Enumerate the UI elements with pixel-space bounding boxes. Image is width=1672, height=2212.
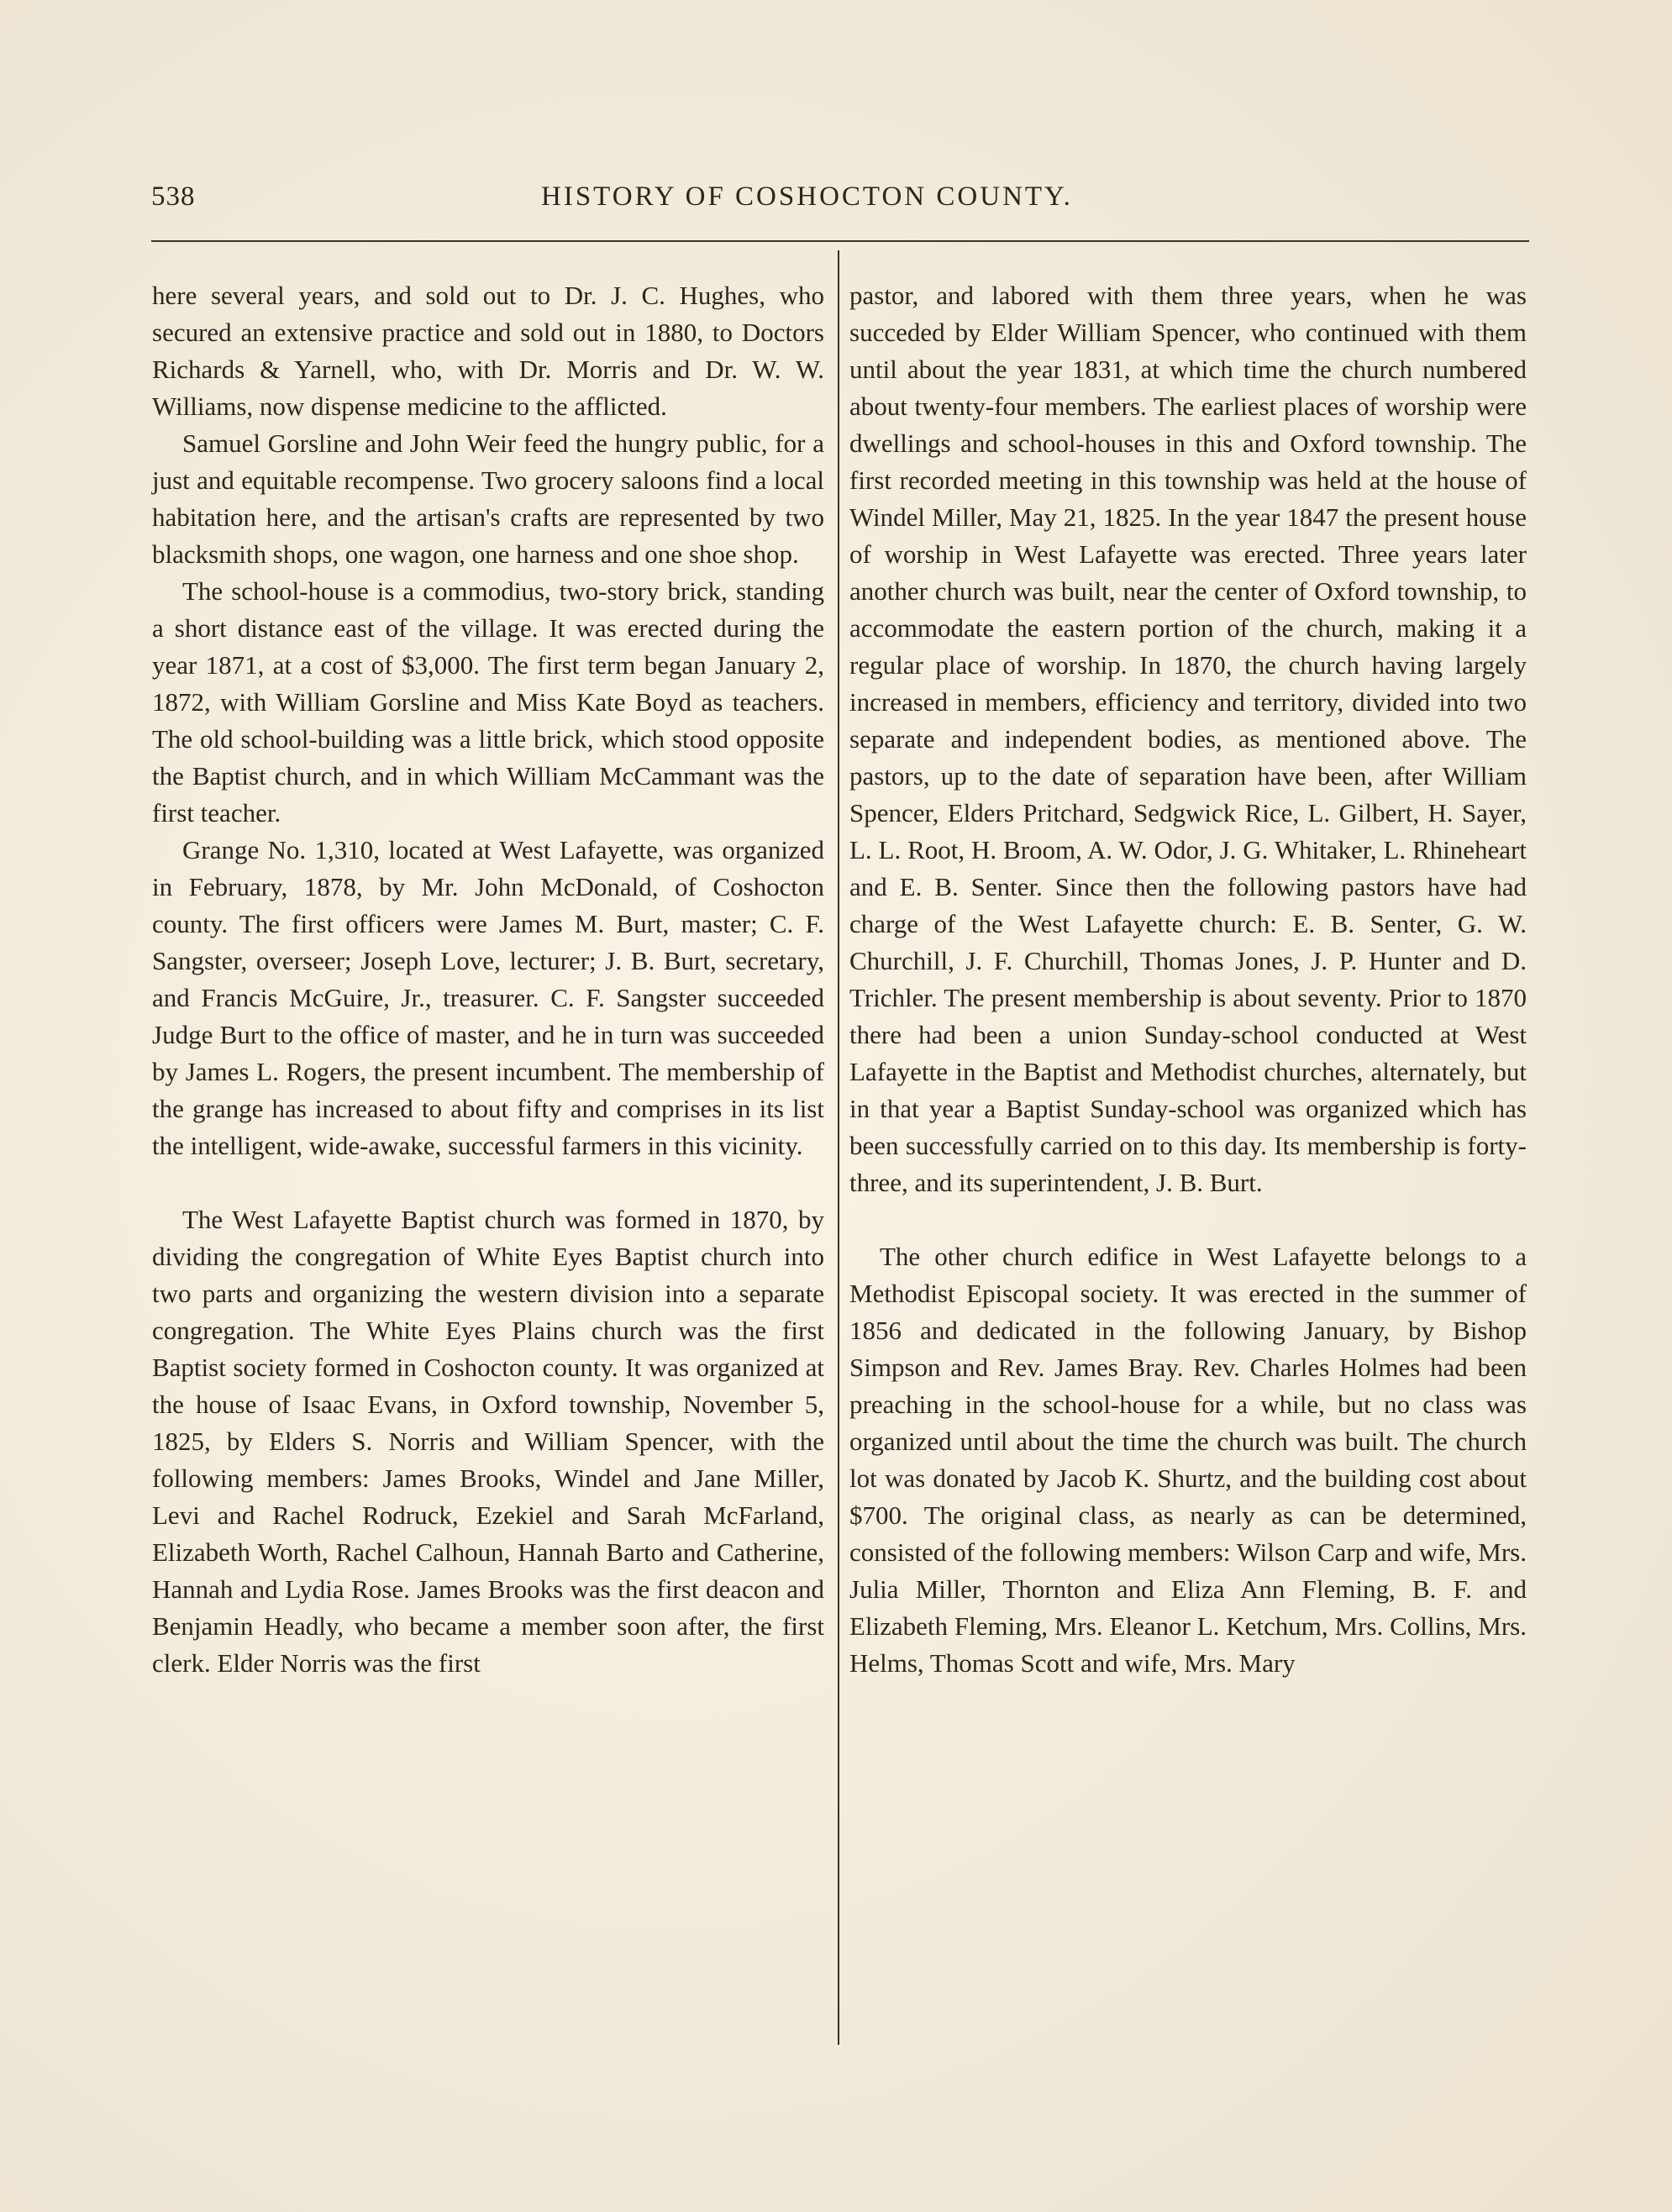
page-number: 538 — [151, 181, 196, 212]
right-column — [849, 277, 1527, 1682]
left-column — [152, 277, 824, 1682]
header-rule — [151, 240, 1529, 242]
paragraph-school-house: The school-house is a commodius, two-story brick, standing a short distance east of the village. It was erected during the year 1871, at a cost of $3,000. The first term began January 2, 1872, with William Gorsline and Miss Kate Boyd as teachers. The old school-building was a little brick, which stood opposite the Baptist church, and in which William McCammant was the first teacher. — [152, 576, 824, 828]
paragraph-baptist-church: The West Lafayette Baptist church was formed in 1870, by dividing the congregation of White Eyes Baptist church into two parts and organizing the western division into a separate congregation. The White Eyes Plains church was the first Baptist society formed in Coshocton county. It was organized at the house of Isaac Evans, in Oxford township, November 5, 1825, by Elders S. Norris and William Spencer, with the following members: James Brooks, Windel and Jane Miller, Levi and Rachel Rodruck, Ezekiel and Sarah McFarland, Elizabeth Worth, Rachel Calhoun, Hannah Barto and Catherine, Hannah and Lydia Rose. James Brooks was the first deacon and Benjamin Headly, who became a member soon after, the first clerk. Elder Norris was the first — [152, 1205, 824, 1678]
paragraph-grange: Grange No. 1,310, located at West Lafayette, was organized in February, 1878, by Mr. John McDonald, of Coshocton county. The first officers were James M. Burt, master; C. F. Sangster, overseer; Joseph Love, lecturer; J. B. Burt, secretary, and Francis McGuire, Jr., treasurer. C. F. Sangster succeeded Judge Burt to the office of master, and he in turn was succeeded by James L. Rogers, the present incumbent. The membership of the grange has increased to about fifty and comprises in its list the intelligent, wide-awake, successful farmers in this vicinity. — [152, 835, 824, 1160]
running-title: HISTORY OF COSHOCTON COUNTY. — [541, 181, 1073, 212]
page-header — [151, 181, 1529, 223]
paragraph-methodist-church: The other church edifice in West Lafayette belongs to a Methodist Episcopal society. It was erected in the summer of 1856 and dedicated in the following January, by Bishop Simpson and Rev. James Bray. Rev. Charles Holmes had been preaching in the school-house for a while, but no class was organized until about the time the church was built. The church lot was donated by Jacob K. Shurtz, and the building cost about $700. The original class, as nearly as can be determined, consisted of the following members: Wilson Carp and wife, Mrs. Julia Miller, Thornton and Eliza Ann Fleming, B. F. and Elizabeth Fleming, Mrs. Eleanor L. Ketchum, Mrs. Collins, Mrs. Helms, Thomas Scott and wife, Mrs. Mary — [849, 1242, 1527, 1678]
paragraph-baptist-pastors: pastor, and labored with them three years, when he was succeded by Elder William Spencer, who continued with them until about the year 1831, at which time the church numbered about twenty-four members. The earliest places of worship were dwellings and school-houses in this and Oxford township. The first recorded meeting in this township was held at the house of Windel Miller, May 21, 1825. In the year 1847 the present house of worship in West Lafayette was erected. Three years later another church was built, near the center of Oxford township, to accommodate the eastern portion of the church, making it a regular place of worship. In 1870, the church having largely increased in members, efficiency and territory, divided into two separate and independent bodies, as mentioned above. The pastors, up to the date of separation have been, after William Spencer, Elders Pritchard, Sedgwick Rice, L. Gilbert, H. Sayer, L. L. Root, H. Broom, A. W. Odor, J. G. Whitaker, L. Rhineheart and E. B. Senter. Since then the following pastors have had charge of the West Lafayette church: E. B. Senter, G. W. Churchill, J. F. Churchill, Thomas Jones, J. P. Hunter and D. Trichler. The present membership is about seventy. Prior to 1870 there had been a union Sunday-school conducted at West Lafayette in the Baptist and Methodist churches, alternately, but in that year a Baptist Sunday-school was organized which has been successfully carried on to this day. Its membership is forty-three, and its superintendent, J. B. Burt. — [849, 281, 1527, 1197]
column-divider — [838, 250, 839, 2045]
paragraph-grocers: Samuel Gorsline and John Weir feed the hungry public, for a just and equitable recompense. Two grocery saloons find a local habitation here, and the artisan's crafts are represented by two blacksmith shops, one wagon, one harness and one shoe shop. — [152, 428, 824, 569]
paragraph-physicians: here several years, and sold out to Dr. J. C. Hughes, who secured an extensive practice and sold out in 1880, to Doctors Richards & Yarnell, who, with Dr. Morris and Dr. W. W. Williams, now dispense medicine to the afflicted. — [152, 281, 824, 421]
